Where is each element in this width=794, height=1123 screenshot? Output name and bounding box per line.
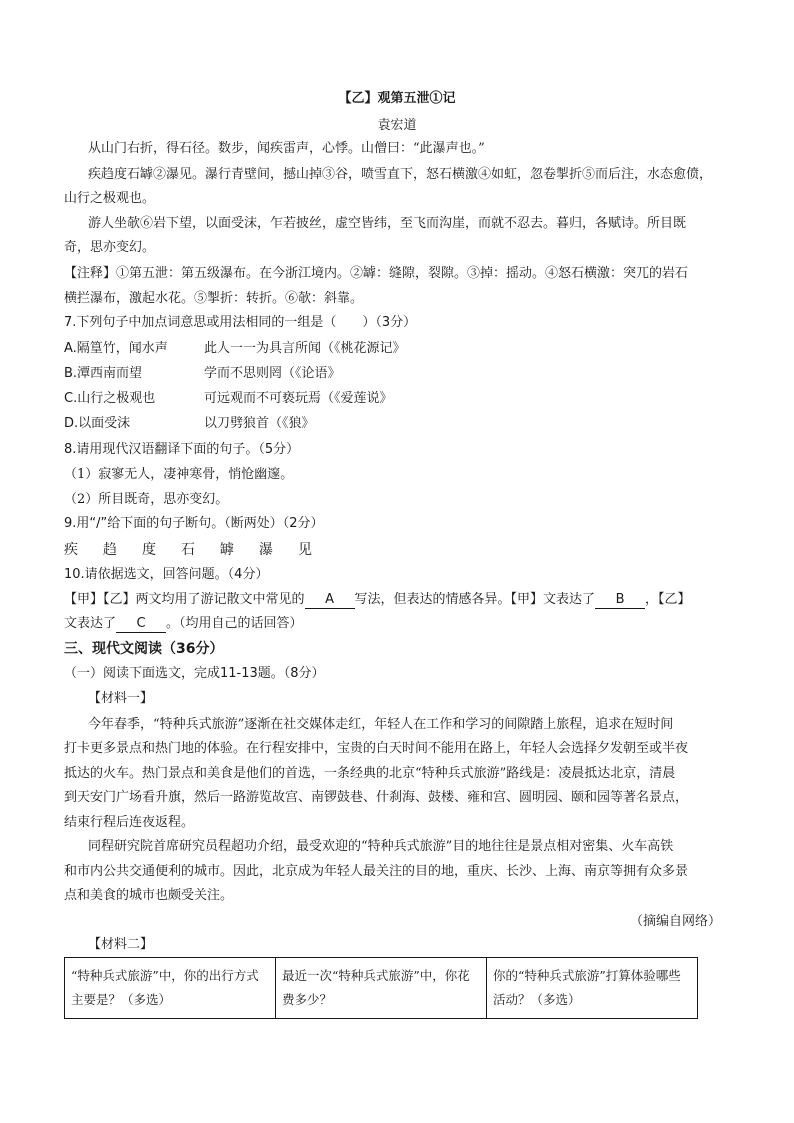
material-1b-line-3: 点和美食的城市也颇受关注。: [64, 888, 234, 903]
material-1-line-3: 抵达的火车。热门景点和美食是他们的首选，一条经典的北京“特种兵式旅游”路线是：凌晨抵达北京，清晨: [64, 766, 676, 781]
section-3-heading: 三、现代文阅读（36分）: [64, 641, 224, 657]
material-1-line-1: 今年春季，“特种兵式旅游”逐渐在社交媒体走红，年轻人在工作和学习的间隙踏上旅程，追求在短时间: [88, 717, 674, 732]
question-9-sentence: [64, 541, 337, 559]
material-1-source: （摘编自网络）: [630, 914, 722, 929]
table-cell-cost: 最近一次“特种兵式旅游”中，你花费多少？: [276, 958, 487, 1019]
passage-title: 【乙】观第五泄①记: [338, 91, 456, 106]
question-8-item-2: （2）所目既奇，思亦变幻。: [64, 492, 229, 507]
passage-paragraph-2-cont: 山行之极观也。: [64, 191, 156, 206]
question-7-option-a: A.隔篁竹，闻水声: [64, 341, 168, 356]
sentence-char: 疾: [64, 542, 78, 558]
sentence-char: 见: [298, 542, 312, 558]
q10-text-a: 【甲】【乙】两文均用了游记散文中常见的: [64, 592, 305, 607]
blank-a[interactable]: A: [305, 592, 355, 609]
survey-table: [64, 957, 698, 1019]
sentence-char: 石: [181, 542, 195, 558]
blank-c[interactable]: C: [116, 616, 166, 633]
material-1b-line-2: 和市内公共交通便利的城市。因此，北京成为年轻人最关注的目的地，重庆、长沙、上海、南京等拥有众多景: [64, 864, 689, 879]
question-7-option-c: C.山行之极观也: [64, 391, 156, 406]
table-row: [65, 958, 698, 1019]
question-7-option-d: D.以面受沫: [64, 416, 131, 431]
question-10-line-1: [64, 591, 691, 609]
sentence-char: 趋: [103, 542, 117, 558]
sentence-char: 罅: [220, 542, 234, 558]
question-10-stem: 10.请依据选文，回答问题。（4分）: [64, 567, 269, 582]
question-7-option-a-ref: 此人一一为具言所闻（《桃花源记》: [204, 341, 406, 356]
material-2-label: 【材料二】: [88, 937, 154, 952]
question-7-stem: 7.下列句子中加点词意思或用法相同的一组是（ ）（3分）: [64, 315, 417, 330]
question-9-stem: 9.用“/”给下面的句子断句。（断两处）（2分）: [64, 516, 324, 531]
material-1-line-4: 到天安门广场看升旗，然后一路游览故宫、南锣鼓巷、什刹海、鼓楼、雍和宫、圆明园、颐和园等著名景点，: [64, 790, 689, 805]
section-3-subheading: （一）阅读下面选文，完成11-13题。（8分）: [64, 666, 325, 681]
q10-text-d: 文表达了: [64, 616, 117, 631]
question-7-option-b: B.潭西南而望: [64, 366, 143, 381]
material-1-line-5: 结束行程后连夜返程。: [64, 815, 195, 830]
passage-author: 袁宏道: [377, 118, 417, 133]
material-1-label: 【材料一】: [88, 691, 154, 706]
question-10-line-2: [64, 615, 303, 633]
q10-text-b: 写法，但表达的情感各异。【甲】文表达了: [354, 592, 596, 607]
material-1-line-2: 打卡更多景点和热门地的体验。在行程安排中，宝贵的白天时间不能用在路上，年轻人会选择夕发朝至或半夜: [64, 741, 689, 756]
passage-paragraph-3-cont: 奇，思亦变幻。: [64, 240, 156, 255]
passage-paragraph-3: 游人坐欹⑥岩下望，以面受沫，乍若披丝，虚空皆纬，至飞而沟崖，而就不忍去。暮归，各赋诗。所目既: [88, 216, 687, 231]
sentence-char: 瀑: [259, 542, 273, 558]
blank-b[interactable]: B: [595, 592, 645, 609]
table-cell-travel-mode: “特种兵式旅游”中，你的出行方式主要是？（多选）: [65, 958, 276, 1019]
question-7-option-d-ref: 以刀劈狼首（《狼》: [204, 416, 315, 431]
passage-paragraph-1: 从山门右折，得石径。数步，闻疾雷声，心悸。山僧曰：“此瀑声也。”: [88, 141, 485, 156]
question-8-item-1: （1）寂寥无人，凄神寒骨，悄怆幽邃。: [64, 467, 294, 482]
passage-paragraph-2: 疾趋度石罅②瀑见。瀑行青壁间，撼山掉③谷，喷雪直下，怒石横激④如虹，忽卷掣折⑤而后注，水态愈偾，: [88, 167, 713, 182]
q10-text-c: ，【乙】: [645, 592, 691, 607]
q10-text-e: 。（均用自己的话回答）: [166, 616, 303, 631]
notes-line-2: 横拦瀑布，激起水花。⑤掣折：转折。⑥欹：斜靠。: [64, 291, 364, 306]
question-7-option-b-ref: 学而不思则罔（《论语》: [204, 366, 341, 381]
material-1b-line-1: 同程研究院首席研究员程超功介绍，最受欢迎的“特种兵式旅游”目的地往往是景点相对密集、火车高铁: [88, 839, 674, 854]
notes-line-1: 【注释】①第五泄：第五级瀑布。在今浙江境内。②罅：缝隙，裂隙。③掉：摇动。④怒石横激：突兀的岩石: [64, 266, 689, 281]
sentence-char: 度: [142, 542, 156, 558]
question-8-stem: 8.请用现代汉语翻译下面的句子。（5分）: [64, 442, 300, 457]
table-cell-activities: 你的“特种兵式旅游”打算体验哪些活动？（多选）: [487, 958, 698, 1019]
question-7-option-c-ref: 可远观而不可亵玩焉（《爱莲说》: [204, 391, 393, 406]
